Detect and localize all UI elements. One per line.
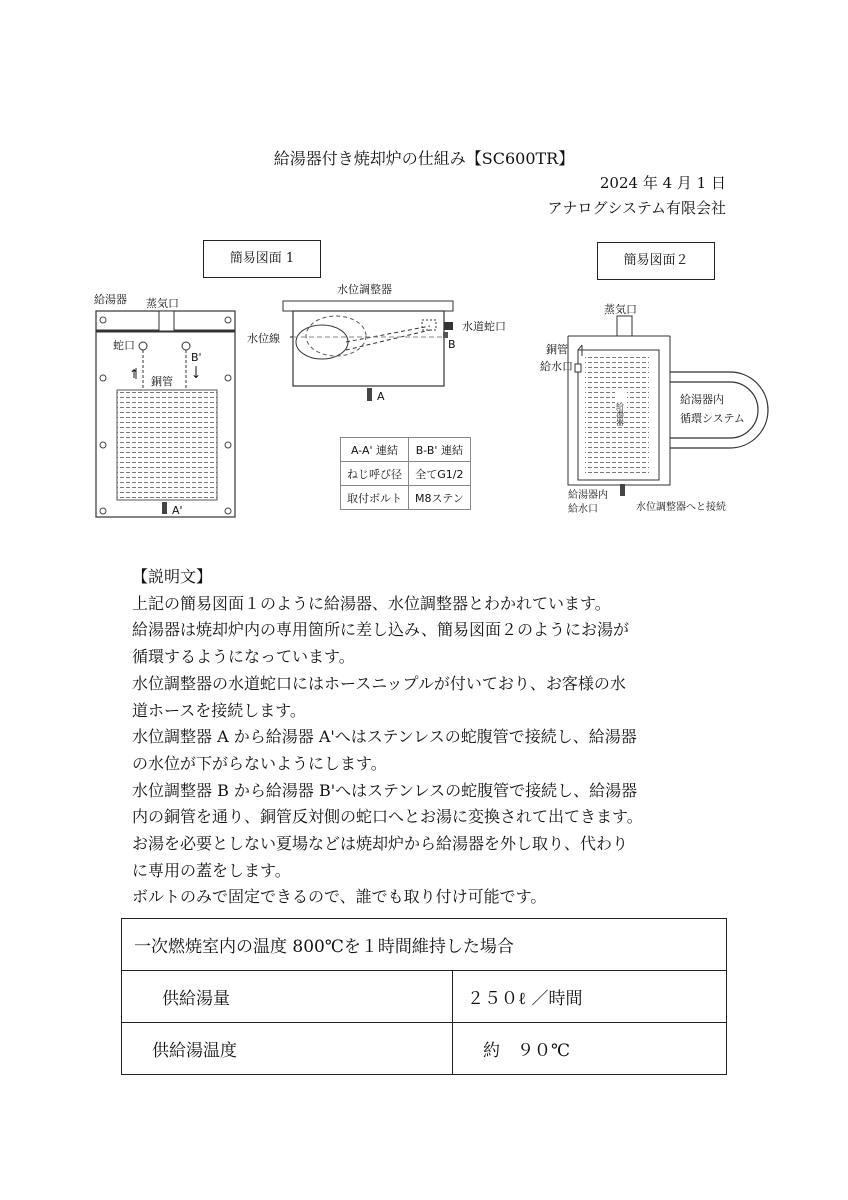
description-line: 循環するようになっています。 (132, 647, 355, 667)
label2-regulator-connection: 水位調整器へと接続 (636, 502, 726, 513)
label-copper-pipe: 銅管 (151, 375, 173, 388)
table-row (122, 1023, 727, 1075)
label-steam-port: 蒸気口 (146, 297, 179, 310)
label2-circulation-line1: 給湯器内 (680, 393, 724, 406)
label2-inner-inlet-line2: 給水口 (568, 504, 598, 515)
label2-copper-pipe: 銅管 (546, 343, 568, 356)
table-cell: 全てG1/2 (409, 462, 471, 486)
spec-label-supply-amount: 供給湯量 (122, 971, 453, 1023)
table-cell: 取付ボルト (341, 486, 409, 510)
description-line: ボルトのみで固定できるので、誰でも取り付け可能です。 (132, 887, 547, 907)
label2-steam-port: 蒸気口 (604, 303, 637, 316)
diagram2-caption: 簡易図面２ (597, 242, 715, 280)
description-line: 給湯器は焼却炉内の専用箇所に差し込み、簡易図面２のようにお湯が (132, 620, 629, 640)
description-line: に専用の蓋をします。 (132, 860, 291, 880)
description-line: お湯を必要としない夏場などは焼却炉から給湯器を外し取り、代わり (132, 834, 629, 854)
description-heading: 【説明文】 (132, 567, 213, 586)
description-line: 内の銅管を通り、銅管反対側の蛇口へとお湯に変換されて出てきます。 (132, 807, 643, 827)
label-up-arrow: ↑ (129, 367, 140, 381)
label-a-prime: A' (172, 504, 183, 517)
label-b-prime: B' (191, 351, 202, 364)
table-row (341, 438, 471, 462)
table-row (122, 971, 727, 1023)
table-row (341, 462, 471, 486)
performance-spec-table (121, 918, 727, 1075)
diagram1-caption: 簡易図面 1 (203, 240, 321, 278)
description-line: 道ホースを接続します。 (132, 700, 306, 720)
label-tap: 水道蛇口 (462, 320, 506, 333)
spec-label-supply-temp: 供給湯温度 (122, 1023, 453, 1075)
label-b: B (448, 338, 456, 351)
label2-inlet: 給水口 (540, 360, 573, 373)
description-line: 水位調整器の水道蛇口にはホースニップルが付いており、お客様の水 (132, 673, 626, 693)
label-faucet: 蛇口 (113, 339, 135, 352)
table-cell: ねじ呼び径 (341, 462, 409, 486)
water-level-regulator-figure (283, 301, 453, 401)
description-line: の水位が下がらないようにします。 (132, 753, 387, 773)
description-section (132, 564, 732, 911)
spec-value-supply-temp: 約 ９０℃ (453, 1023, 727, 1075)
company-name: アナログシステム有限会社 (547, 199, 726, 217)
label-a: A (377, 390, 385, 403)
table-row (341, 486, 471, 510)
label-regulator: 水位調整器 (337, 283, 392, 296)
table-cell: A-A' 連結 (341, 438, 409, 462)
label-down-arrow: ↓ (191, 367, 202, 381)
label-water-line: 水位線 (247, 332, 280, 345)
incinerator-section-figure (568, 316, 768, 496)
label2-circulation-line2: 循環システム (680, 412, 745, 425)
table-row (122, 919, 727, 971)
label2-inner-inlet-line1: 給湯器内 (568, 490, 608, 501)
table-cell: B-B' 連結 (409, 438, 471, 462)
label-water-heater: 給湯器 (94, 293, 127, 306)
document-date: 2024 年 4 月 1 日 (599, 174, 726, 192)
description-line: 水位調整器 B から給湯器 B'へはステンレスの蛇腹管で接続し、給湯器 (132, 780, 638, 800)
description-line: 水位調整器 A から給湯器 A'へはステンレスの蛇腹管で接続し、給湯器 (132, 727, 637, 747)
spec-value-supply-amount: ２５０ℓ ／時間 (453, 971, 727, 1023)
table-cell: M8ステン (409, 486, 471, 510)
connection-spec-table (340, 437, 471, 510)
label2-heater: 給湯器 (615, 402, 625, 426)
description-line: 上記の簡易図面１のように給湯器、水位調整器とわかれています。 (132, 593, 611, 613)
document-title: 給湯器付き焼却炉の仕組み【SC600TR】 (273, 149, 575, 168)
spec-heading: 一次燃焼室内の温度 800℃を１時間維持した場合 (122, 919, 727, 971)
